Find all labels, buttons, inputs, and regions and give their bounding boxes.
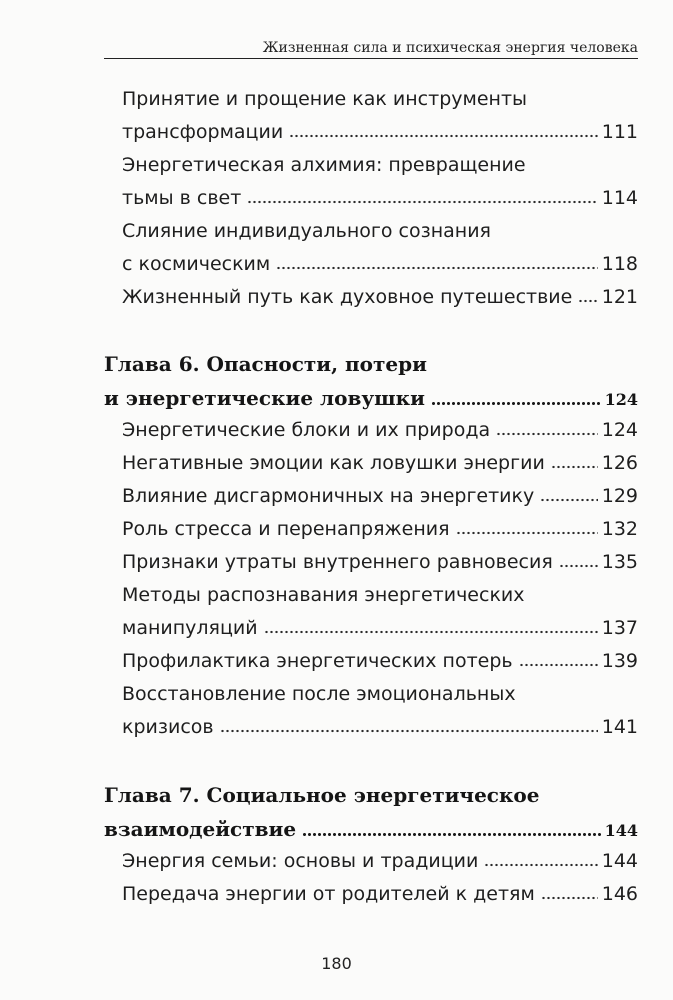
toc-entry-title: Профилактика энергетических потерь (122, 650, 513, 672)
dot-leader (302, 832, 601, 837)
toc-page-number: 118 (601, 253, 638, 275)
chapter-entry[interactable] (104, 817, 638, 841)
toc-page-number: 126 (601, 452, 638, 474)
toc-line (122, 683, 638, 705)
chapter-title: Глава 7. Социальное энергетическое (104, 783, 540, 807)
chapter-entry[interactable] (104, 386, 638, 410)
running-header: Жизненная сила и психическая энергия человека (262, 40, 638, 56)
chapter-heading (104, 352, 638, 376)
toc-line (122, 584, 638, 606)
toc-entry-title: Слияние индивидуального сознания (122, 220, 491, 242)
dot-leader (456, 531, 598, 535)
dot-leader (559, 564, 598, 568)
toc-entry-title: манипуляций (122, 617, 258, 639)
toc-page-number: 132 (601, 518, 638, 540)
dot-leader (276, 266, 598, 270)
toc-entry[interactable] (122, 187, 638, 209)
toc-page-number: 144 (601, 850, 638, 872)
toc-entry-title: тьмы в свет (122, 187, 242, 209)
toc-page-number: 114 (601, 187, 638, 209)
dot-leader (551, 465, 598, 469)
toc-page-number: 111 (601, 121, 638, 143)
toc-entry[interactable] (122, 883, 638, 905)
toc-page-number: 141 (601, 716, 638, 738)
dot-leader (247, 200, 597, 204)
toc-entry[interactable] (122, 518, 638, 540)
toc-entry[interactable] (122, 452, 638, 474)
chapter-page-number: 144 (604, 821, 638, 840)
toc-entry[interactable] (122, 650, 638, 672)
toc-entry[interactable] (122, 617, 638, 639)
dot-leader (578, 299, 597, 303)
toc-entry-title: Методы распознавания энергетических (122, 584, 525, 606)
toc-page-number: 137 (601, 617, 638, 639)
toc-entry-title: с космическим (122, 253, 271, 275)
toc-entry[interactable] (122, 121, 638, 143)
toc-entry-title: Роль стресса и перенапряжения (122, 518, 450, 540)
toc-page-number: 135 (601, 551, 638, 573)
toc-page-number: 139 (601, 650, 638, 672)
toc-page-number: 124 (601, 419, 638, 441)
toc-entry[interactable] (122, 419, 638, 441)
dot-leader (220, 729, 598, 733)
toc-entry[interactable] (122, 286, 638, 308)
toc-entry-title: Энергетические блоки и их природа (122, 419, 491, 441)
dot-leader (431, 401, 601, 406)
toc-entry-title: Принятие и прощение как инструменты (122, 88, 528, 110)
toc-entry-title: Энергетическая алхимия: превращение (122, 154, 526, 176)
dot-leader (484, 863, 597, 867)
header-rule (104, 58, 638, 59)
toc-line (122, 88, 638, 110)
dot-leader (264, 630, 598, 634)
dot-leader (496, 432, 598, 436)
toc-entry-title: Негативные эмоции как ловушки энергии (122, 452, 545, 474)
toc-page-number: 146 (601, 883, 638, 905)
toc-entry[interactable] (122, 716, 638, 738)
toc-entry[interactable] (122, 485, 638, 507)
toc-line (122, 154, 638, 176)
page-number: 180 (321, 954, 352, 973)
toc-entry-title: Восстановление после эмоциональных (122, 683, 516, 705)
toc-line (122, 220, 638, 242)
toc-entry-title: кризисов (122, 716, 214, 738)
toc-entry-title: Жизненный путь как духовное путешествие (122, 286, 573, 308)
dot-leader (519, 663, 598, 667)
chapter-heading (104, 783, 638, 807)
toc-entry-title: Энергия семьи: основы и традиции (122, 850, 479, 872)
dot-leader (541, 896, 598, 900)
toc-entry[interactable] (122, 551, 638, 573)
dot-leader (289, 134, 598, 138)
chapter-title: Глава 6. Опасности, потери (104, 352, 427, 376)
dot-leader (540, 498, 597, 502)
toc-entry-title: Признаки утраты внутреннего равновесия (122, 551, 553, 573)
toc-page-number: 121 (601, 286, 638, 308)
toc-entry-title: Передача энергии от родителей к детям (122, 883, 535, 905)
toc-entry[interactable] (122, 253, 638, 275)
chapter-title: и энергетические ловушки (104, 386, 425, 410)
toc-entry-title: трансформации (122, 121, 284, 143)
toc-page-number: 129 (601, 485, 638, 507)
toc-entry[interactable] (122, 850, 638, 872)
chapter-title: взаимодействие (104, 817, 297, 841)
chapter-page-number: 124 (604, 390, 638, 409)
toc-entry-title: Влияние дисгармоничных на энергетику (122, 485, 535, 507)
